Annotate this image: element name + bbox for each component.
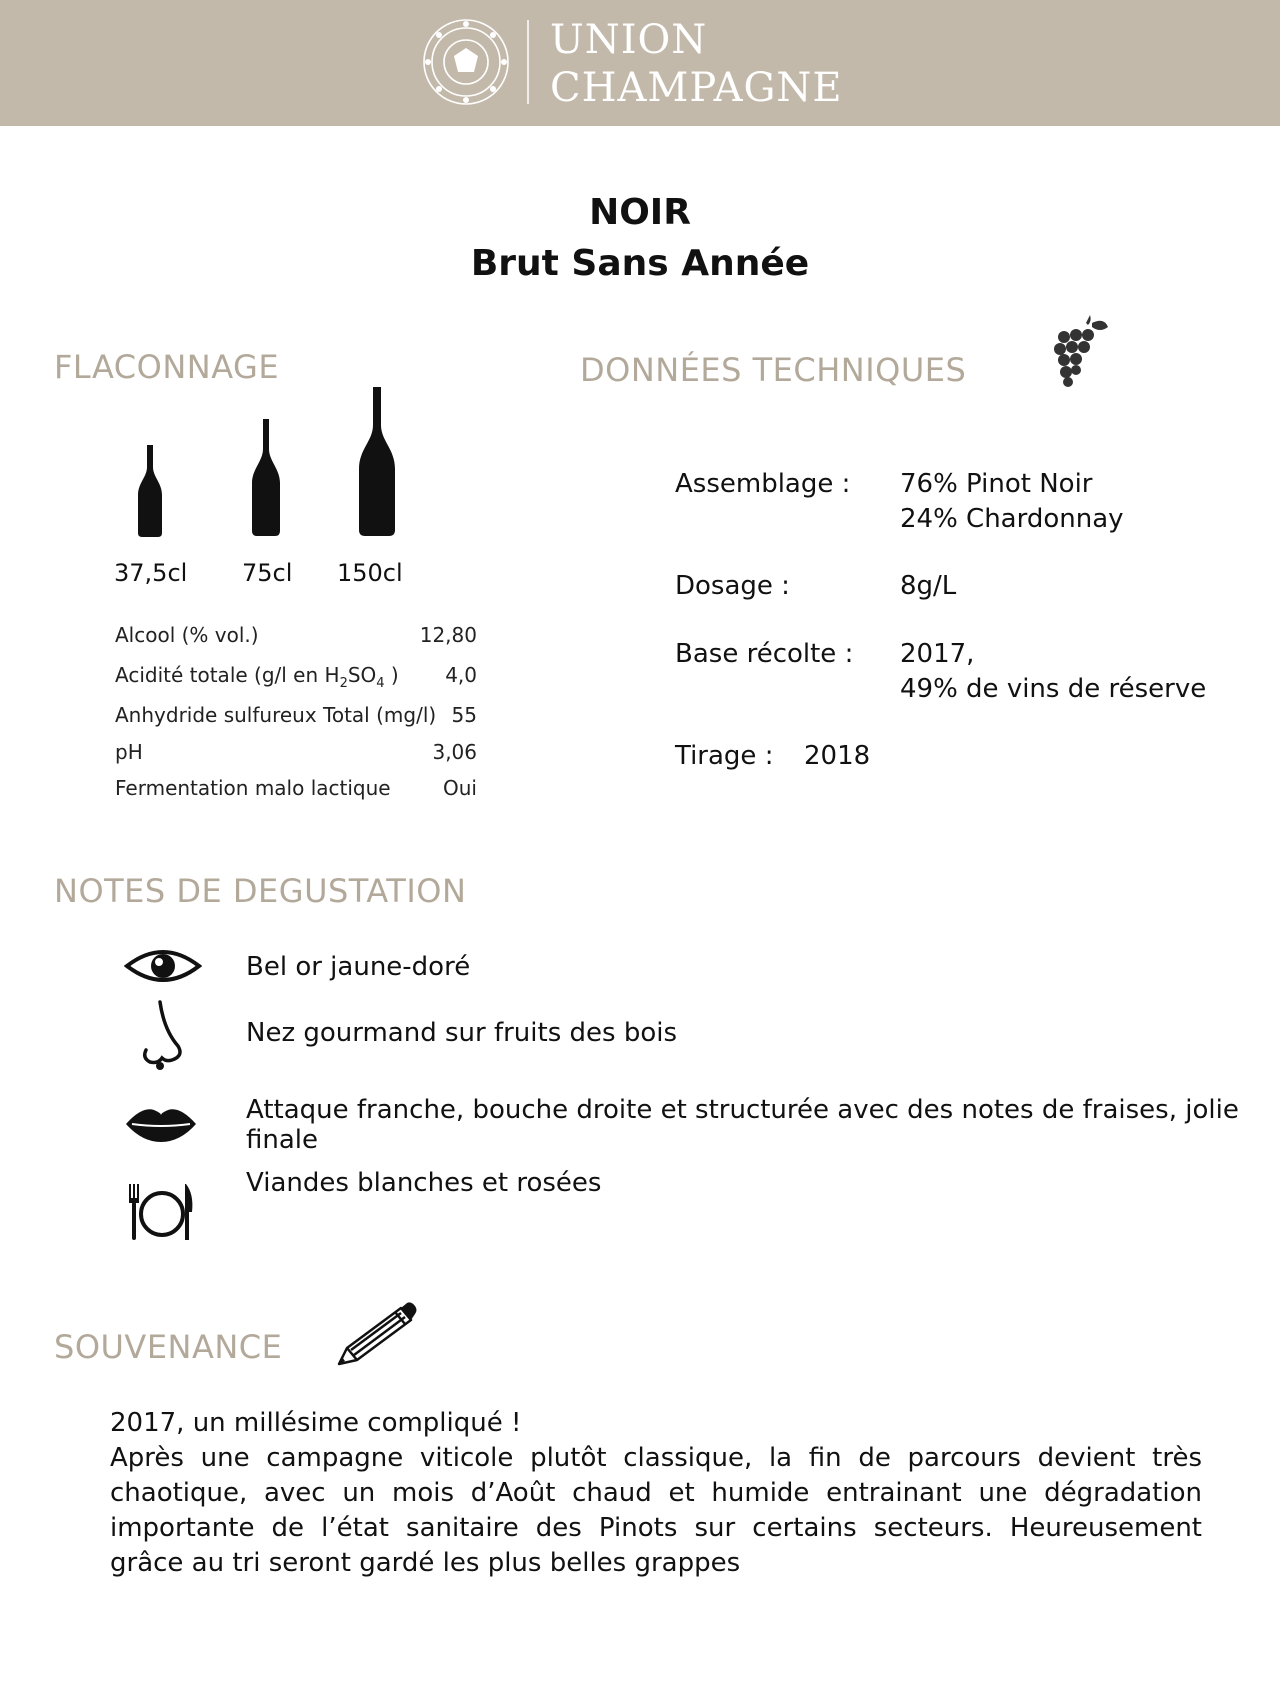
grapes-icon <box>1052 313 1112 389</box>
brand-line-1: UNION <box>550 17 708 63</box>
dosage-value: 8g/L <box>900 571 957 601</box>
acidite-label-mid: SO <box>347 663 377 687</box>
header-divider <box>527 20 529 104</box>
eye-icon <box>124 944 202 988</box>
dosage-label: Dosage : <box>675 571 790 601</box>
seal-icon <box>420 16 512 108</box>
plate-cutlery-icon <box>126 1182 196 1242</box>
brand-name <box>550 16 843 112</box>
bottle-label-small: 37,5cl <box>114 559 188 587</box>
wine-name: NOIR <box>589 192 691 233</box>
acidite-sub-1: 2 <box>339 676 348 691</box>
nose-icon <box>138 1000 188 1072</box>
bottle-label-large: 150cl <box>337 559 403 587</box>
acidite-label-prefix: Acidité totale (g/l en H <box>115 663 340 687</box>
malo-value: Oui <box>443 776 477 800</box>
assemblage-line-1: 76% Pinot Noir <box>900 469 1093 499</box>
ph-value: 3,06 <box>432 740 477 764</box>
flaconnage-heading: FLACONNAGE <box>54 348 280 386</box>
assemblage-line-2: 24% Chardonnay <box>900 504 1124 534</box>
base-label: Base récolte : <box>675 639 854 669</box>
malo-label: Fermentation malo lactique <box>115 776 391 800</box>
assemblage-label: Assemblage : <box>675 469 851 499</box>
note-nose-text: Nez gourmand sur fruits des bois <box>246 1018 678 1048</box>
acidite-value: 4,0 <box>445 663 477 687</box>
base-line-1: 2017, <box>900 639 975 669</box>
tirage-label: Tirage : <box>675 741 774 771</box>
alcool-label: Alcool (% vol.) <box>115 623 259 647</box>
bottle-label-medium: 75cl <box>242 559 293 587</box>
base-line-2: 49% de vins de réserve <box>900 674 1207 704</box>
souvenance-paragraph: Après une campagne viticole plutôt classique, la fin de parcours devient très chaotique, avec un mois d’Août chaud et humide entrainant une dégradation importante de l’état sanitaire des Pinots sur certains secteurs. Heureusement grâce au tri seront gardé les plus belles grappes <box>110 1443 1202 1578</box>
lips-icon <box>124 1104 198 1144</box>
anhydride-value: 55 <box>451 703 477 727</box>
souvenance-heading: SOUVENANCE <box>54 1328 283 1366</box>
tirage-value: 2018 <box>804 741 871 771</box>
bottle-small-icon <box>136 445 164 537</box>
donnees-heading: DONNÉES TECHNIQUES <box>580 351 967 389</box>
bottle-medium-icon <box>250 419 282 536</box>
bottle-large-icon <box>357 387 397 536</box>
note-lips-text: Attaque franche, bouche droite et structurée avec des notes de fraises, jolie finale <box>246 1095 1239 1155</box>
acidite-label-suffix: ) <box>384 663 399 687</box>
note-eye-text: Bel or jaune-doré <box>246 952 471 982</box>
alcool-value: 12,80 <box>419 623 477 647</box>
notes-heading: NOTES DE DEGUSTATION <box>54 872 467 910</box>
pencil-icon <box>335 1300 419 1368</box>
note-food-text: Viandes blanches et rosées <box>246 1168 602 1198</box>
brand-line-2: CHAMPAGNE <box>550 65 843 111</box>
ph-label: pH <box>115 740 143 764</box>
souvenance-line-1: 2017, un millésime compliqué ! <box>110 1408 522 1438</box>
anhydride-label: Anhydride sulfureux Total (mg/l) <box>115 703 437 727</box>
wine-subtitle: Brut Sans Année <box>470 243 810 284</box>
acidite-sub-2: 4 <box>376 676 385 691</box>
